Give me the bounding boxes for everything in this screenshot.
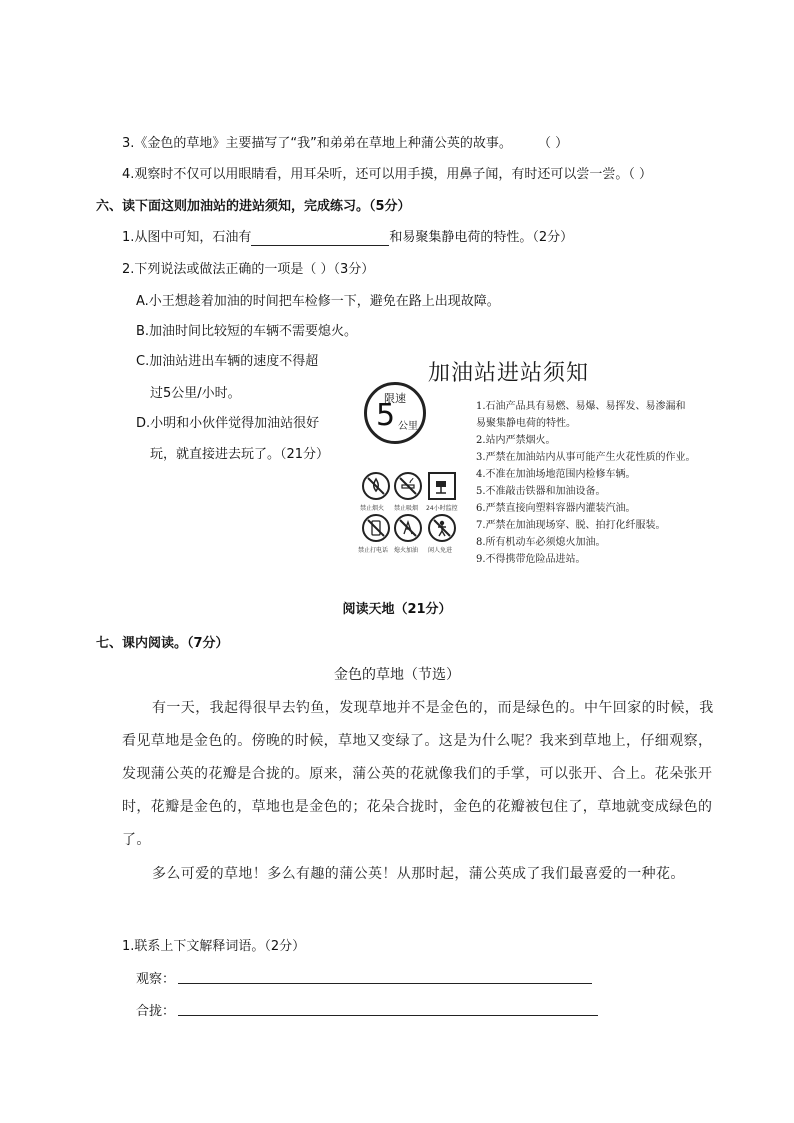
notice-rule: 3.严禁在加油站内从事可能产生火花性质的作业。 — [476, 452, 696, 463]
notice-rules-list — [476, 398, 696, 568]
section-6-question-1 — [122, 226, 573, 246]
option-c-line-1: C.加油站进出车辆的速度不得超 — [136, 354, 319, 369]
section-7-heading: 七、课内阅读。（7分） — [96, 636, 229, 651]
section-6-question-2: 2.下列说法或做法正确的一项是（ ）（3分） — [122, 262, 375, 277]
reading-question-1: 1.联系上下文解释词语。（2分） — [122, 939, 306, 954]
no-phone-label: 禁止打电话 — [358, 547, 389, 554]
no-entry-icon — [428, 514, 456, 542]
section-6-heading: 六、读下面这则加油站的进站须知，完成练习。（5分） — [96, 199, 411, 214]
word-1-answer-line[interactable] — [178, 983, 592, 984]
speed-limit-label: 限速 — [384, 392, 406, 405]
engine-off-label: 熄火加油 — [394, 547, 419, 554]
notice-rule: 7.严禁在加油现场穿、脱、拍打化纤服装。 — [476, 520, 666, 531]
option-a: A.小王想趁着加油的时间把车检修一下，避免在路上出现故障。 — [136, 294, 500, 309]
item-3 — [122, 132, 568, 151]
option-d-line-2: 玩，就直接进去玩了。（21分） — [150, 447, 330, 462]
option-c-line-2: 过5公里/小时。 — [150, 386, 241, 401]
option-b: B.加油时间比较短的车辆不需要熄火。 — [136, 324, 358, 339]
no-phone-icon — [362, 514, 390, 542]
speed-limit-value: 5 — [376, 398, 396, 433]
item-3-text: 3.《金色的草地》主要描写了“我”和弟弟在草地上种蒲公英的故事。 — [122, 136, 512, 151]
gas-station-notice — [358, 350, 738, 572]
passage-paragraph-1: 有一天，我起得很早去钓鱼，发现草地并不是金色的，而是绿色的。中午回家的时候，我看见草地是金色的。傍晚的时候，草地又变绿了。这是为什么呢？我来到草地上，仔细观察，发现蒲公英的花瓣是合拢的。原来，蒲公英的花就像我们的手掌，可以张开、合上。花朵张开时，花瓣是金色的，草地也是金色的；花朵合拢时，金色的花瓣被包住了，草地就变成绿色的了。 — [122, 700, 714, 848]
engine-off-icon — [394, 514, 422, 542]
notice-title: 加油站进站须知 — [428, 361, 590, 386]
notice-rule: 5.不准敲击铁器和加油设备。 — [476, 486, 606, 497]
no-fire-label: 禁止烟火 — [360, 505, 385, 512]
option-d-line-1: D.小明和小伙伴觉得加油站很好 — [136, 416, 320, 431]
passage-paragraph-2: 多么可爱的草地！多么有趣的蒲公英！从那时起，蒲公英成了我们最喜爱的一种花。 — [152, 866, 685, 882]
speed-limit-unit: 公里 — [398, 421, 418, 432]
no-smoking-label: 禁止吸烟 — [394, 505, 419, 512]
no-fire-icon — [362, 472, 390, 500]
speed-limit-sign — [364, 382, 426, 444]
passage-title: 金色的草地（节选） — [334, 667, 460, 683]
notice-rule: 1.石油产品具有易燃、易爆、易挥发、易渗漏和 — [476, 401, 686, 412]
camera-monitor-icon — [428, 472, 456, 500]
q1-suffix: 和易聚集静电荷的特性。（2分） — [389, 230, 574, 245]
item-4: 4.观察时不仅可以用眼睛看，用耳朵听，还可以用手摸，用鼻子闻，有时还可以尝一尝。（ ） — [122, 167, 653, 182]
notice-rule: 8.所有机动车必须熄火加油。 — [476, 537, 606, 548]
word-1-label: 观察： — [136, 972, 176, 987]
q1-prefix: 1.从图中可知，石油有 — [122, 230, 252, 245]
monitor-label: 24小时监控 — [426, 505, 458, 512]
no-entry-label: 闲人免进 — [428, 547, 453, 554]
reading-section-title: 阅读天地（21分） — [342, 602, 452, 617]
no-smoking-icon — [394, 472, 422, 500]
word-2-label: 合拢： — [136, 1004, 176, 1019]
notice-rule: 9.不得携带危险品进站。 — [476, 554, 586, 565]
notice-rule: 4.不准在加油场地范围内检修车辆。 — [476, 469, 636, 480]
word-2-answer-line[interactable] — [178, 1015, 598, 1016]
q1-answer-blank[interactable] — [251, 230, 389, 246]
notice-rule: 2.站内严禁烟火。 — [476, 435, 556, 446]
notice-rule: 6.严禁直接向塑料容器内灌装汽油。 — [476, 503, 636, 514]
item-3-answer-paren[interactable]: （ ） — [538, 136, 569, 151]
notice-rule: 易聚集静电荷的特性。 — [476, 418, 576, 429]
